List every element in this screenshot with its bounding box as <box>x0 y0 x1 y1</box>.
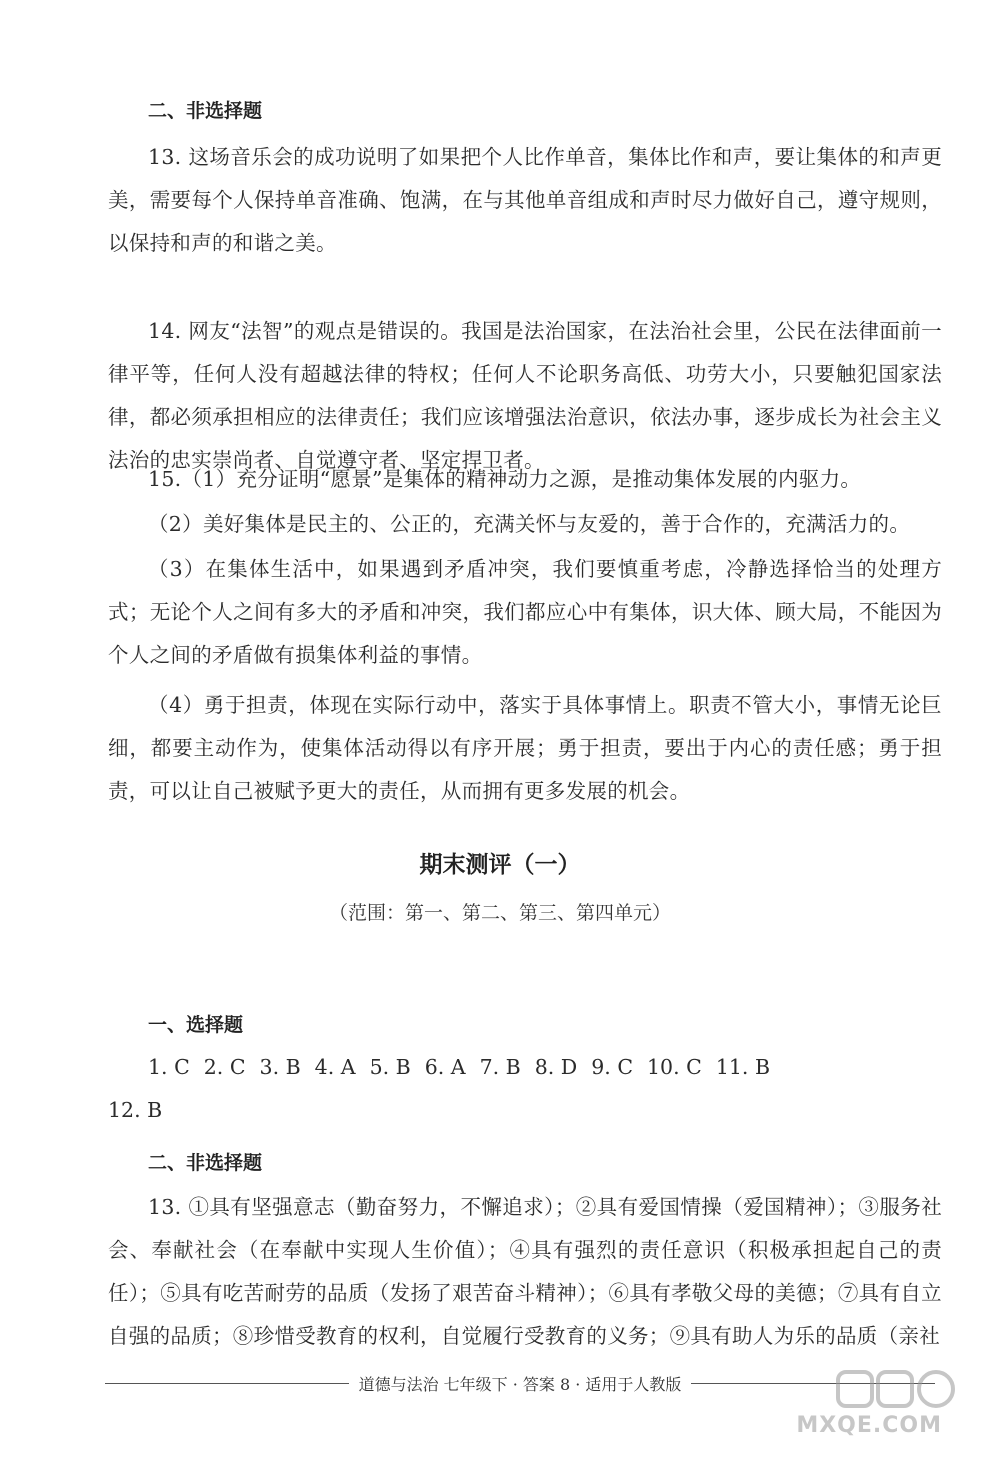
choice-answer: 10. C <box>647 1055 702 1079</box>
choice-answer: 9. C <box>591 1055 634 1079</box>
answer-q15-3: （3）在集体生活中，如果遇到矛盾冲突，我们要慎重考虑，冷静选择恰当的处理方式；无论个人之间有多大的矛盾和冲突，我们都应心中有集体，识大体、顾大局，不能因为个人之间的矛盾做有损集体利益的事情。 <box>108 557 942 667</box>
choice-answer: 2. C <box>203 1055 246 1079</box>
answer-q15-1: 15.（1）充分证明“愿景”是集体的精神动力之源，是推动集体发展的内驱力。 <box>148 467 862 491</box>
choice-answers-wrap <box>108 1089 942 1132</box>
answer-q13-final: 13. ①具有坚强意志（勤奋努力，不懈追求）；②具有爱国情操（爱国精神）；③服务社会、奉献社会（在奉献中实现人生价值）；④具有强烈的责任意识（积极承担起自己的责任）；⑤具有吃苦耐劳的品质（发扬了艰苦奋斗精神）；⑥具有孝敬父母的美德；⑦具有自立自强的品质；⑧珍惜受教育的权利，自觉履行受教育的义务；⑨具有助人为乐的品质（亲社 <box>108 1195 942 1348</box>
answer-q15-4: （4）勇于担责，体现在实际行动中，落实于具体事情上。职责不管大小，事情无论巨细，都要主动作为，使集体活动得以有序开展；勇于担责，要出于内心的责任感；勇于担责，可以让自己被赋予更大的责任，从而拥有更多发展的机会。 <box>108 693 942 803</box>
watermark-text: MXQE.COM <box>796 1413 942 1438</box>
section-heading-choice: 一、选择题 <box>148 1014 244 1036</box>
watermark-logo <box>796 1366 960 1446</box>
choice-answer: 5. B <box>369 1055 411 1079</box>
choice-answer: 6. A <box>424 1055 466 1079</box>
choice-answer: 1. C <box>148 1055 190 1079</box>
footer-rule-left <box>105 1383 349 1384</box>
page-footer <box>105 1372 935 1395</box>
footer-text: 道德与法治 七年级下 · 答案 8 · 适用于人教版 <box>358 1375 682 1394</box>
choice-answers <box>108 1046 942 1089</box>
choice-answer: 12. B <box>108 1098 163 1122</box>
choice-answer: 3. B <box>259 1055 301 1079</box>
choice-answer: 8. D <box>534 1055 578 1079</box>
exam-scope: （范围：第一、第二、第三、第四单元） <box>328 902 671 924</box>
choice-answer: 11. B <box>715 1055 771 1079</box>
section-heading-nonchoice-2: 二、非选择题 <box>148 1152 263 1174</box>
answer-q13: 13. 这场音乐会的成功说明了如果把个人比作单音，集体比作和声，要让集体的和声更美，需要每个人保持单音准确、饱满，在与其他单音组成和声时尽力做好自己，遵守规则，以保持和声的和谐之美。 <box>108 145 942 255</box>
answer-q14: 14. 网友“法智”的观点是错误的。我国是法治国家，在法治社会里，公民在法律面前一律平等，任何人没有超越法律的特权；任何人不论职务高低、功劳大小，只要触犯国家法律，都必须承担相应的法律责任；我们应该增强法治意识，依法办事，逐步成长为社会主义法治的忠实崇尚者、自觉遵守者、坚定捍卫者。 <box>108 319 942 472</box>
choice-answer: 7. B <box>479 1055 521 1079</box>
answer-q15-2: （2）美好集体是民主的、公正的，充满关怀与友爱的，善于合作的，充满活力的。 <box>148 512 911 536</box>
exam-title: 期末测评（一） <box>419 852 581 878</box>
section-heading-nonchoice: 二、非选择题 <box>148 100 263 122</box>
choice-answer: 4. A <box>314 1055 356 1079</box>
